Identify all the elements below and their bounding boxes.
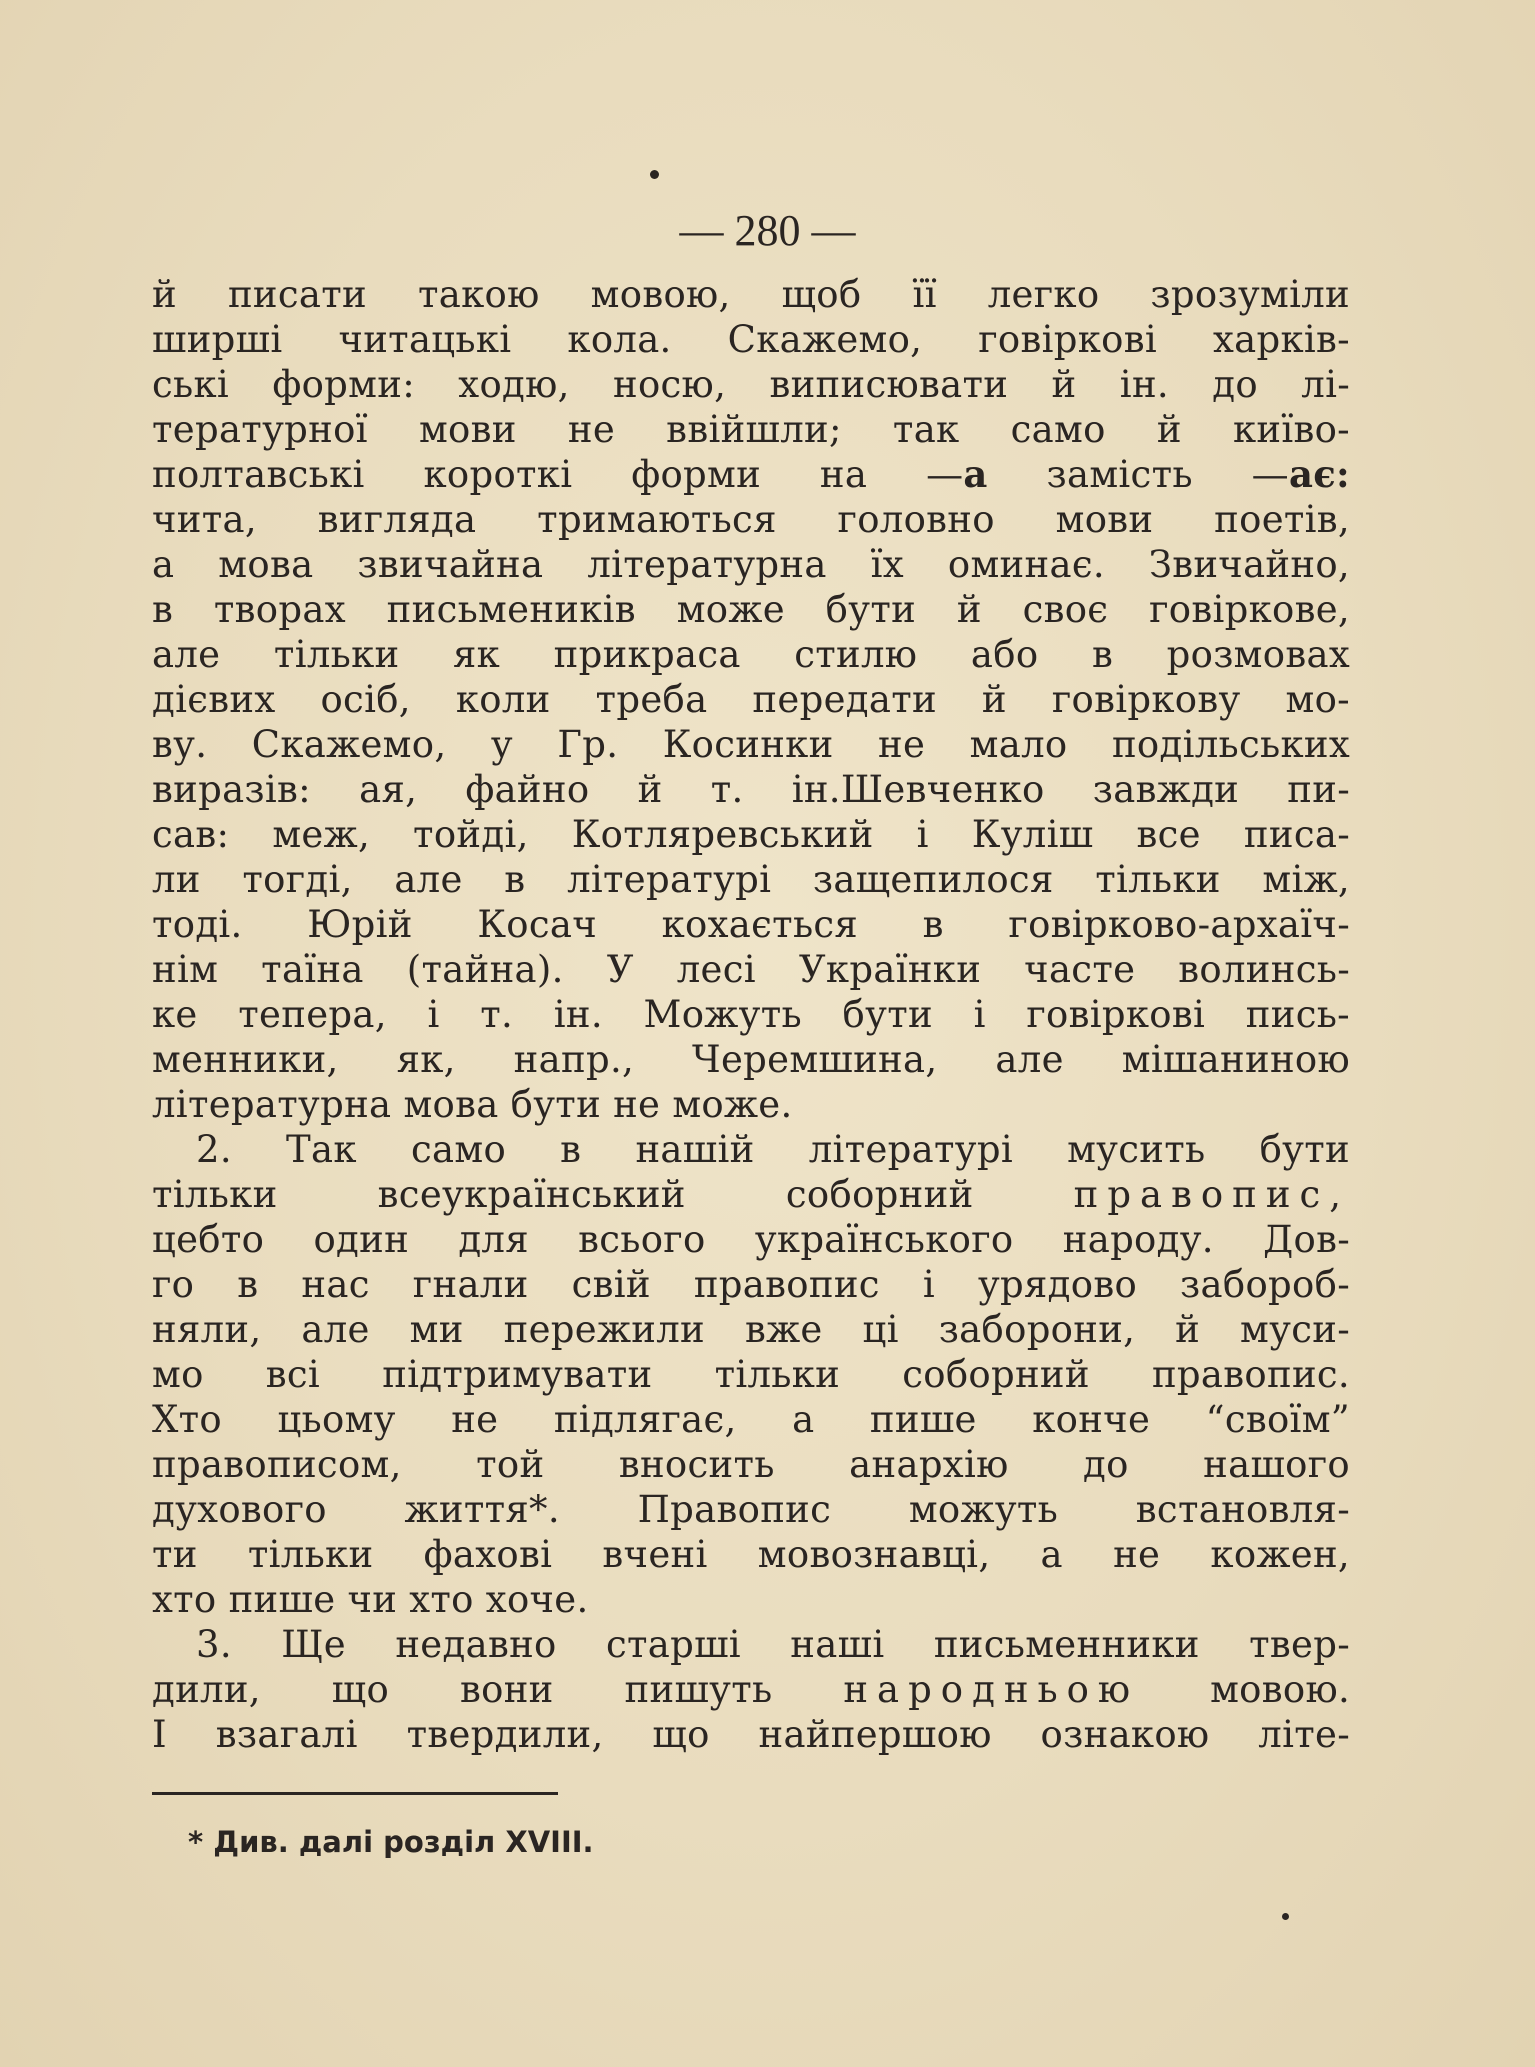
text-line [152, 1172, 1350, 1217]
text-line: ти тільки фахові вчені мовознавці, а не кожен, [152, 1533, 1350, 1576]
text-fragment: мовою. [1139, 1668, 1351, 1711]
ending-a: а [963, 452, 988, 496]
text-line: го в нас гнали свій правопис і урядово забороб- [152, 1263, 1350, 1306]
text-line: сав: меж, тойді, Котляревський і Куліш все писа- [152, 813, 1350, 856]
text-line: цебто один для всього українського народу. Дов- [152, 1218, 1350, 1261]
text-fragment: замість — [987, 453, 1289, 496]
text-line: а мова звичайна літературна їх оминає. Звичайно, [152, 543, 1350, 586]
text-line: нім таїна (тайна). У лесі Українки часте волинсь- [152, 948, 1350, 991]
ink-dot [1282, 1913, 1289, 1920]
text-line: ли тогді, але в літературі защепилося тільки між, [152, 858, 1350, 901]
paragraph-3-start: 3. Ще недавно старші наші письменники твер- [196, 1623, 1350, 1666]
text-line: тературної мови не ввійшли; так само й київо- [152, 408, 1350, 451]
text-line: чита, вигляда тримаються головно мови поетів, [152, 498, 1350, 541]
text-line: дієвих осіб, коли треба передати й говіркову мо- [152, 678, 1350, 721]
footnote: * Див. далі розділ XVIII. [188, 1825, 594, 1859]
text-line: мо всі підтримувати тільки соборний правопис. [152, 1353, 1350, 1396]
text-line: ке тепера, і т. ін. Можуть бути і говіркові пись- [152, 993, 1350, 1036]
text-line [152, 452, 1350, 497]
ink-dot [650, 170, 659, 179]
text-line [152, 1667, 1350, 1712]
ending-ae: ає: [1288, 452, 1350, 496]
body-text [152, 272, 1350, 1757]
text-line: Хто цьому не підлягає, а пише конче “своїм” [152, 1398, 1350, 1441]
text-line: але тільки як прикраса стилю або в розмовах [152, 633, 1350, 676]
text-line: виразів: ая, файно й т. ін.Шевченко завжди пи- [152, 768, 1350, 811]
text-line: в творах письмеників може бути й своє говіркове, [152, 588, 1350, 631]
text-line: правописом, той вносить анархію до нашого [152, 1443, 1350, 1486]
text-line: менники, як, напр., Черемшина, але мішаниною [152, 1038, 1350, 1081]
text-fragment: дили, що вони пишуть [152, 1668, 773, 1711]
text-line: ські форми: ходю, носю, виписювати й ін. до лі- [152, 363, 1350, 406]
text-line: й писати такою мовою, щоб її легко зрозуміли [152, 273, 1350, 316]
text-line: духового життя*. Правопис можуть встановля- [152, 1488, 1350, 1531]
text-line: ширші читацькі кола. Скажемо, говіркові харків- [152, 318, 1350, 361]
text-line: літературна мова бути не може. [152, 1083, 793, 1126]
text-line: І взагалі твердили, що найпершою ознакою літе- [152, 1713, 1350, 1756]
text-fragment: тільки всеукраїнський соборний [152, 1173, 974, 1216]
text-fragment: полтавські короткі форми на — [152, 453, 964, 496]
text-line: няли, але ми пережили вже ці заборони, й муси- [152, 1308, 1350, 1351]
text-line: хто пише чи хто хоче. [152, 1578, 589, 1621]
spaced-word-pravopys: правопис, [1073, 1173, 1350, 1216]
footnote-rule [152, 1792, 558, 1795]
paragraph-2-start: 2. Так само в нашій літературі мусить бути [196, 1128, 1350, 1171]
text-line: ву. Скажемо, у Гр. Косинки не мало подільських [152, 723, 1350, 766]
spaced-word-narodnoyu: народньою [843, 1668, 1140, 1711]
page-number: — 280 — [679, 206, 856, 255]
text-line: тоді. Юрій Косач кохається в говірково-архаїч- [152, 903, 1350, 946]
